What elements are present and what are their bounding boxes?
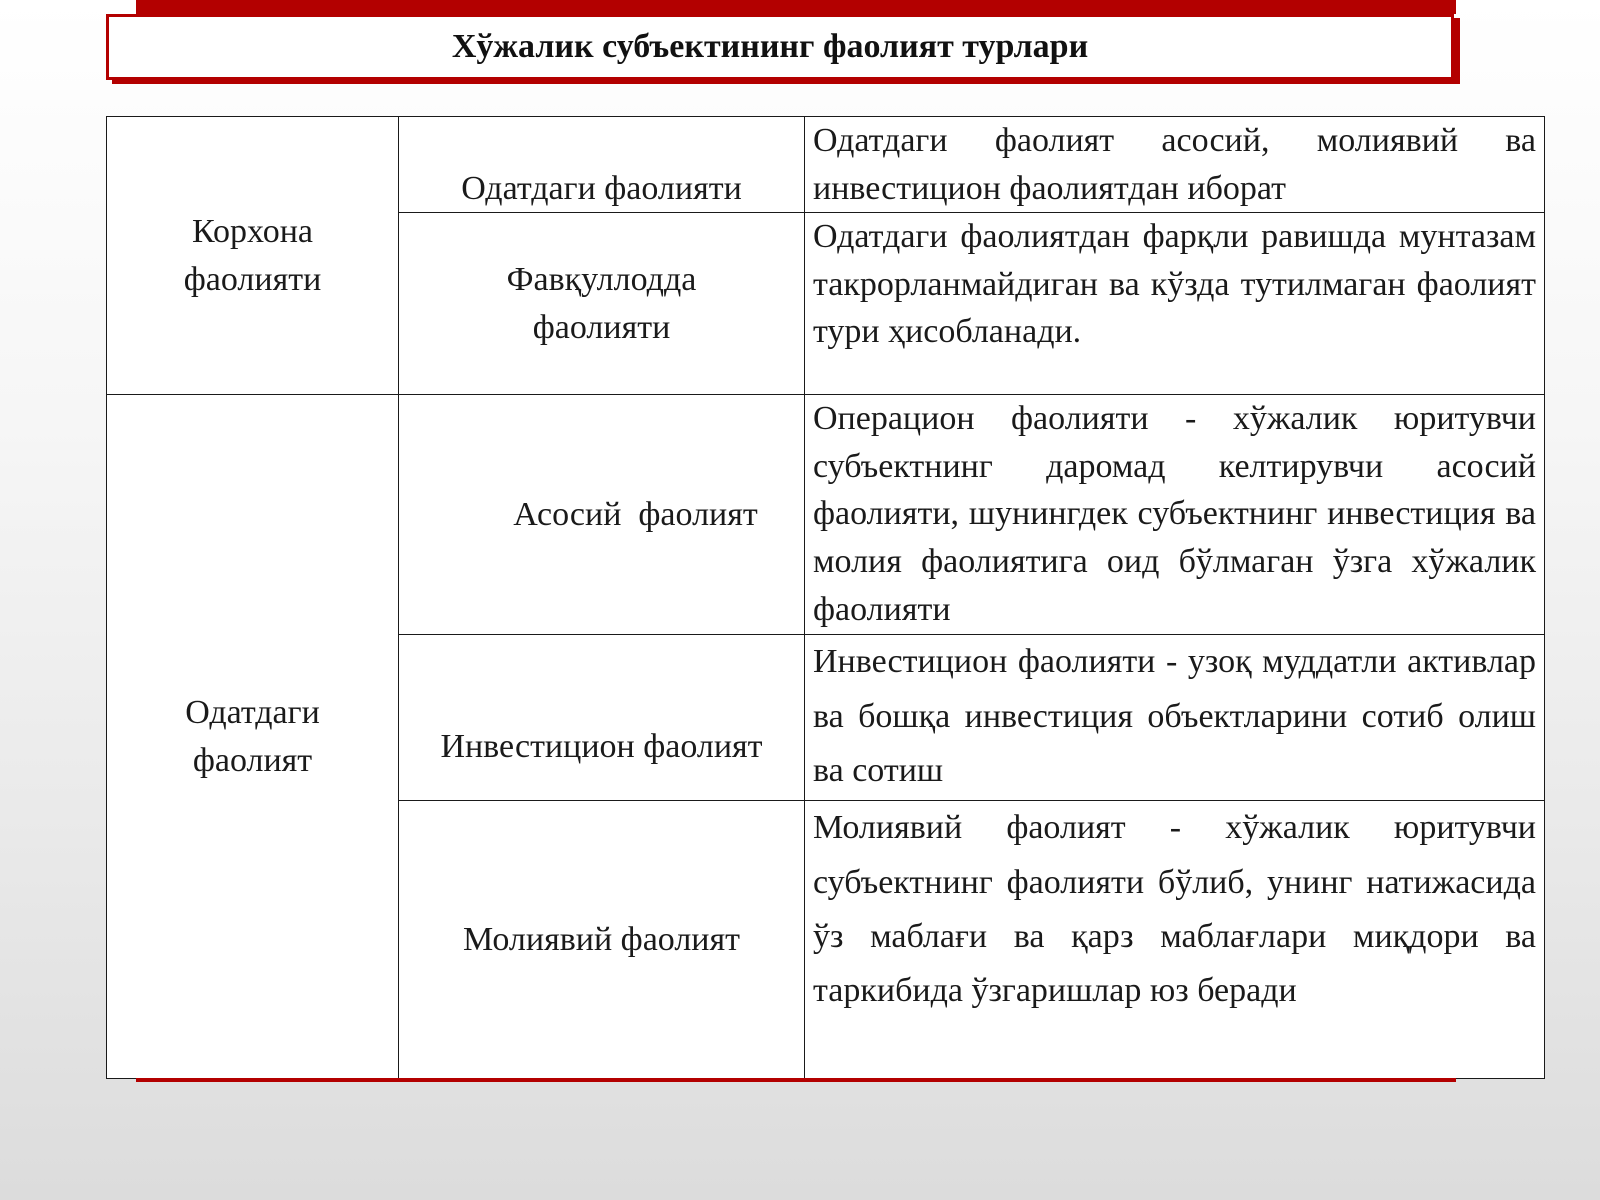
category-cell bbox=[107, 117, 399, 395]
type-label: Молиявий фаолият bbox=[462, 920, 740, 958]
category-label: Корхона фаолияти bbox=[183, 213, 322, 298]
type-label: Фавқуллодда фаолияти bbox=[506, 261, 697, 346]
type-cell bbox=[399, 117, 805, 213]
page-title: Хўжалик субъектининг фаолият турлари bbox=[451, 28, 1089, 65]
description-cell: Операцион фаолияти - хўжалик юритувчи субъектнинг даромад келтирувчи асосий фаолияти, шунингдек субъектнинг инвестиция ва молия фаолиятига оид бўлмаган ўзга хўжалик фаолияти bbox=[805, 395, 1545, 635]
bottom-accent-line bbox=[136, 1078, 1456, 1082]
table-row bbox=[107, 395, 1545, 635]
top-accent-bar bbox=[136, 0, 1456, 14]
type-label: Одатдаги фаолияти bbox=[461, 169, 742, 207]
description-cell: Одатдаги фаолиятдан фарқли равишда мунтазам такрорланмайдиган ва кўзда тутилмаган фаолият тури ҳисобланади. bbox=[805, 213, 1545, 395]
type-cell bbox=[399, 635, 805, 801]
description-cell: Молиявий фаолият - хўжалик юритувчи субъектнинг фаолияти бўлиб, унинг натижасида ўз маблағи ва қарз маблағлари миқдори ва таркибида ўзгаришлар юз беради bbox=[805, 801, 1545, 1079]
type-label: Инвестицион фаолият bbox=[440, 727, 763, 765]
table-row bbox=[107, 117, 1545, 213]
description-cell: Одатдаги фаолият асосий, молиявий ва инвестицион фаолиятдан иборат bbox=[805, 117, 1545, 213]
type-cell bbox=[399, 213, 805, 395]
description-cell: Инвестицион фаолияти - узоқ муддатли активлар ва бошқа инвестиция объектларини сотиб олиш ва сотиш bbox=[805, 635, 1545, 801]
category-label: Одатдаги фаолият bbox=[185, 694, 320, 779]
title-box bbox=[106, 14, 1454, 80]
type-cell bbox=[399, 395, 805, 635]
category-cell bbox=[107, 395, 399, 1079]
type-cell bbox=[399, 801, 805, 1079]
type-label: Асосий фаолият bbox=[513, 495, 758, 533]
activity-types-table bbox=[106, 116, 1545, 1079]
